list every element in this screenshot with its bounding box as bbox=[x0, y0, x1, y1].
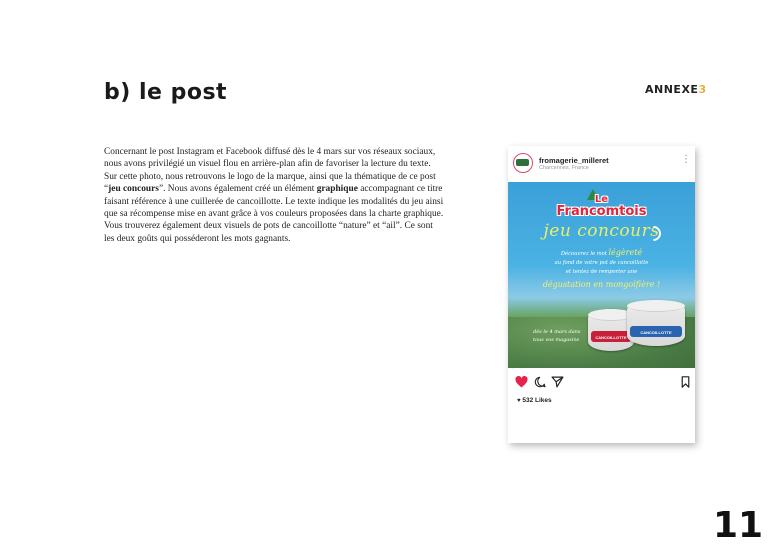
body-text-2: ”. Nous avons également créé un élément bbox=[158, 184, 317, 195]
dates-line-2: tous vos magasins bbox=[533, 337, 580, 343]
annexe-label bbox=[645, 83, 707, 96]
prize-text: dégustation en mongolfière ! bbox=[542, 280, 661, 289]
likes-text: 532 Likes bbox=[522, 397, 552, 404]
annexe-text: ANNEXE bbox=[645, 83, 699, 96]
message-line-1 bbox=[508, 249, 695, 258]
body-text-3: accompagnant ce titre faisant référence à une cuillerée de cancoillotte. Le texte indique les modalités du jeu ainsi que sa récompense mise en avant grâce à vos couleurs proposées dans la charte graphique. Vous trouverez également deux visuels de pots de cancoillotte “nature” et “ail”. Ce sont les deux goûts qui posséderont les mots gagnants. bbox=[104, 184, 444, 244]
body-bold-graphique: graphique bbox=[316, 184, 358, 195]
headline-jeu-concours: jeu concours bbox=[543, 221, 660, 241]
pot-nature-label: CANCOILLOTTE bbox=[640, 330, 672, 335]
bookmark-icon[interactable] bbox=[681, 376, 690, 388]
page-number: 11 bbox=[713, 505, 764, 546]
body-paragraph bbox=[104, 146, 444, 245]
brand-le: Le bbox=[594, 194, 609, 205]
post-header bbox=[508, 146, 695, 182]
message-line-3: et tentez de remporter une bbox=[565, 269, 638, 275]
profile-avatar[interactable] bbox=[513, 153, 533, 173]
heart-icon[interactable] bbox=[515, 376, 528, 388]
post-actions bbox=[515, 375, 690, 389]
post-location[interactable]: Charcennes, France bbox=[539, 165, 589, 171]
body-bold-jeu-concours: jeu concours bbox=[108, 184, 159, 195]
body-text-1: Concernant le post Instagram et Facebook diffusé dès le 4 mars sur vos réseaux sociaux, nous avons privilégié un visuel flou en arrière-plan afin de favoriser la lecture du texte. Sur cette photo, nous retrouvons le logo de la marque, ainsi que la thématique de ce post “ bbox=[104, 147, 436, 195]
post-image[interactable] bbox=[508, 182, 695, 368]
annexe-number: 3 bbox=[698, 83, 707, 96]
post-username[interactable]: fromagerie_milleret bbox=[539, 156, 609, 165]
avatar-logo bbox=[516, 159, 529, 166]
share-icon[interactable] bbox=[551, 376, 564, 388]
dates-line-1: dès le 4 mars dans bbox=[533, 329, 581, 335]
more-options-icon[interactable]: ⋮ bbox=[681, 154, 691, 165]
message-line-1-pre: Découvrez le mot bbox=[560, 251, 609, 257]
brand-name: Francomtois bbox=[556, 204, 647, 219]
section-title: b) le post bbox=[104, 80, 228, 105]
dates-text bbox=[533, 328, 580, 344]
message-keyword: légèreté bbox=[608, 248, 643, 257]
message-line-2: au fond de votre pot de cancoillotte bbox=[554, 260, 649, 266]
pot-nature bbox=[627, 300, 685, 346]
likes-count[interactable] bbox=[517, 397, 552, 404]
pot-ail-label: CANCOILLOTTE bbox=[595, 335, 627, 340]
instagram-post-card bbox=[508, 146, 695, 443]
small-heart-icon: ♥ bbox=[517, 398, 521, 404]
pot-nature-lid bbox=[627, 300, 685, 312]
comment-icon[interactable] bbox=[534, 376, 546, 388]
